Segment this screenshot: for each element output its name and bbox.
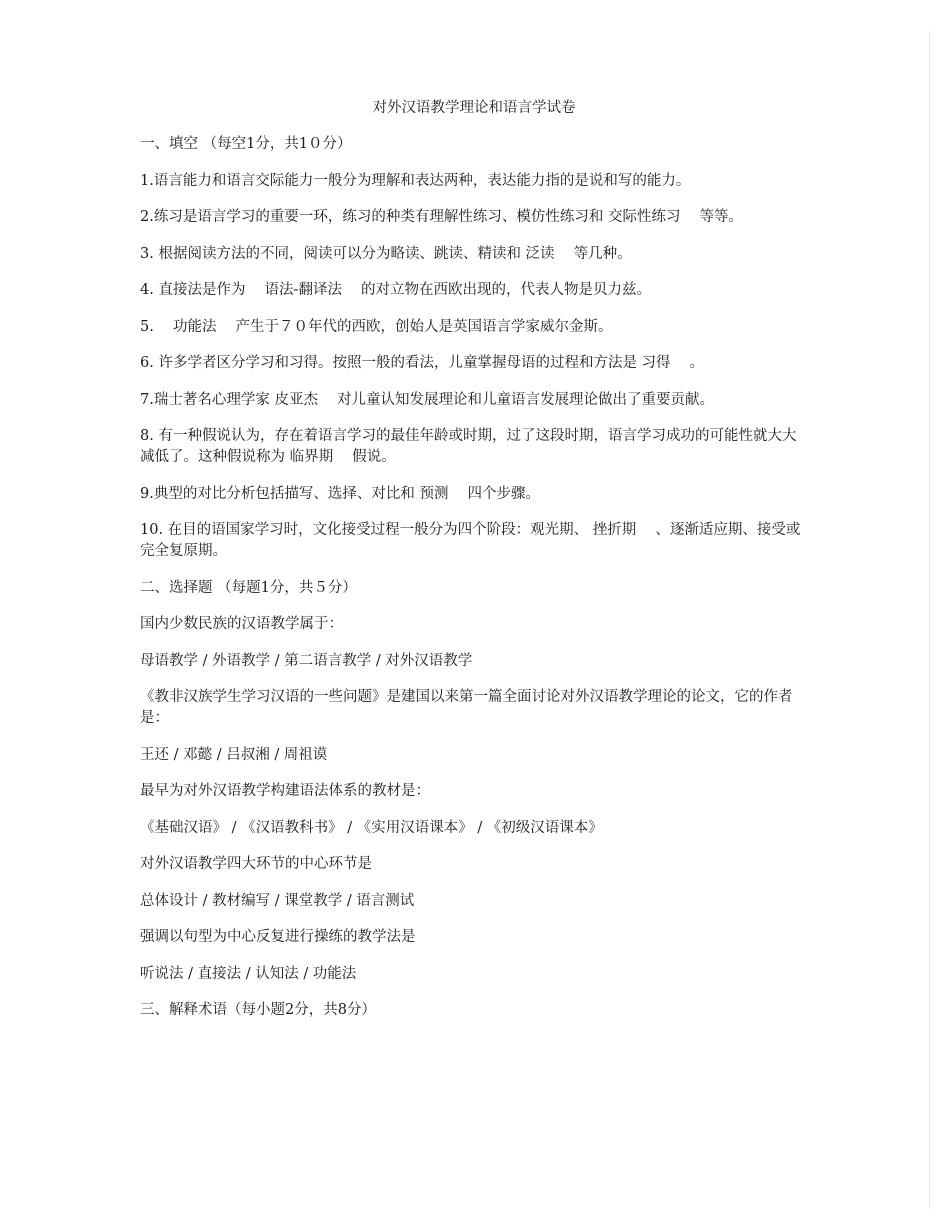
question-6: 6. 许多学者区分学习和习得。按照一般的看法，儿童掌握母语的过程和方法是 习得 。 bbox=[140, 355, 705, 371]
question-7: 7.瑞士著名心理学家 皮亚杰 对儿童认知发展理论和儿童语言发展理论做出了重要贡献。 bbox=[140, 391, 715, 408]
question-2: 2.练习是语言学习的重要一环，练习的种类有理解性练习、模仿性练习和 交际性练习 等等。 bbox=[140, 209, 744, 225]
question-9: 9.典型的对比分析包括描写、选择、对比和 预测 四个步骤。 bbox=[140, 485, 541, 502]
question-1: 1.语言能力和语言交际能力一般分为理解和表达两种，表达能力指的是说和写的能力。 bbox=[140, 172, 691, 189]
choice-options-2: 王还 / 邓懿 / 吕叔湘 / 周祖谟 bbox=[140, 746, 328, 763]
question-3: 3. 根据阅读方法的不同，阅读可以分为略读、跳读、精读和 泛读 等几种。 bbox=[140, 245, 632, 262]
choice-options-4: 总体设计 / 教材编写 / 课堂教学 / 语言测试 bbox=[140, 892, 415, 909]
question-4: 4. 直接法是作为 语法-翻译法 的对立物在西欧出现的，代表人物是贝力兹。 bbox=[140, 282, 652, 298]
section-heading-multiple-choice: 二、选择题 （每题1分，共５分） bbox=[140, 579, 357, 596]
section-heading-fill-blank: 一、填空 （每空1分，共1０分） bbox=[140, 136, 352, 152]
exam-page bbox=[140, 98, 808, 1037]
choice-question-2: 《教非汉族学生学习汉语的一些问题》是建国以来第一篇全面讨论对外汉语教学理论的论文，它的作者是： bbox=[140, 689, 793, 726]
question-5: 5. 功能法 产生于７０年代的西欧，创始人是英国语言学家威尔金斯。 bbox=[140, 318, 613, 335]
question-8: 8. 有一种假说认为，存在着语言学习的最佳年龄或时期，过了这段时期，语言学习成功的可能性就大大减低了。这种假说称为 临界期 假说。 bbox=[140, 428, 797, 465]
question-10: 10. 在目的语国家学习时，文化接受过程一般分为四个阶段：观光期、 挫折期 、逐渐适应期、接受或完全复原期。 bbox=[140, 522, 801, 559]
choice-options-3: 《基础汉语》 / 《汉语教科书》 / 《实用汉语课本》 / 《初级汉语课本》 bbox=[140, 819, 603, 836]
section-heading-terms: 三、解释术语（每小题2分，共8分） bbox=[140, 1002, 376, 1018]
choice-question-1: 国内少数民族的汉语教学属于： bbox=[140, 616, 343, 632]
page-edge-line bbox=[929, 30, 930, 1210]
choice-question-3: 最早为对外汉语教学构建语法体系的教材是： bbox=[140, 783, 430, 799]
choice-options-5: 听说法 / 直接法 / 认知法 / 功能法 bbox=[140, 965, 357, 982]
choice-question-5: 强调以句型为中心反复进行操练的教学法是 bbox=[140, 929, 416, 945]
choice-options-1: 母语教学 / 外语教学 / 第二语言教学 / 对外汉语教学 bbox=[140, 652, 473, 669]
choice-question-4: 对外汉语教学四大环节的中心环节是 bbox=[140, 856, 372, 872]
exam-title: 对外汉语教学理论和语言学试卷 bbox=[372, 100, 576, 116]
